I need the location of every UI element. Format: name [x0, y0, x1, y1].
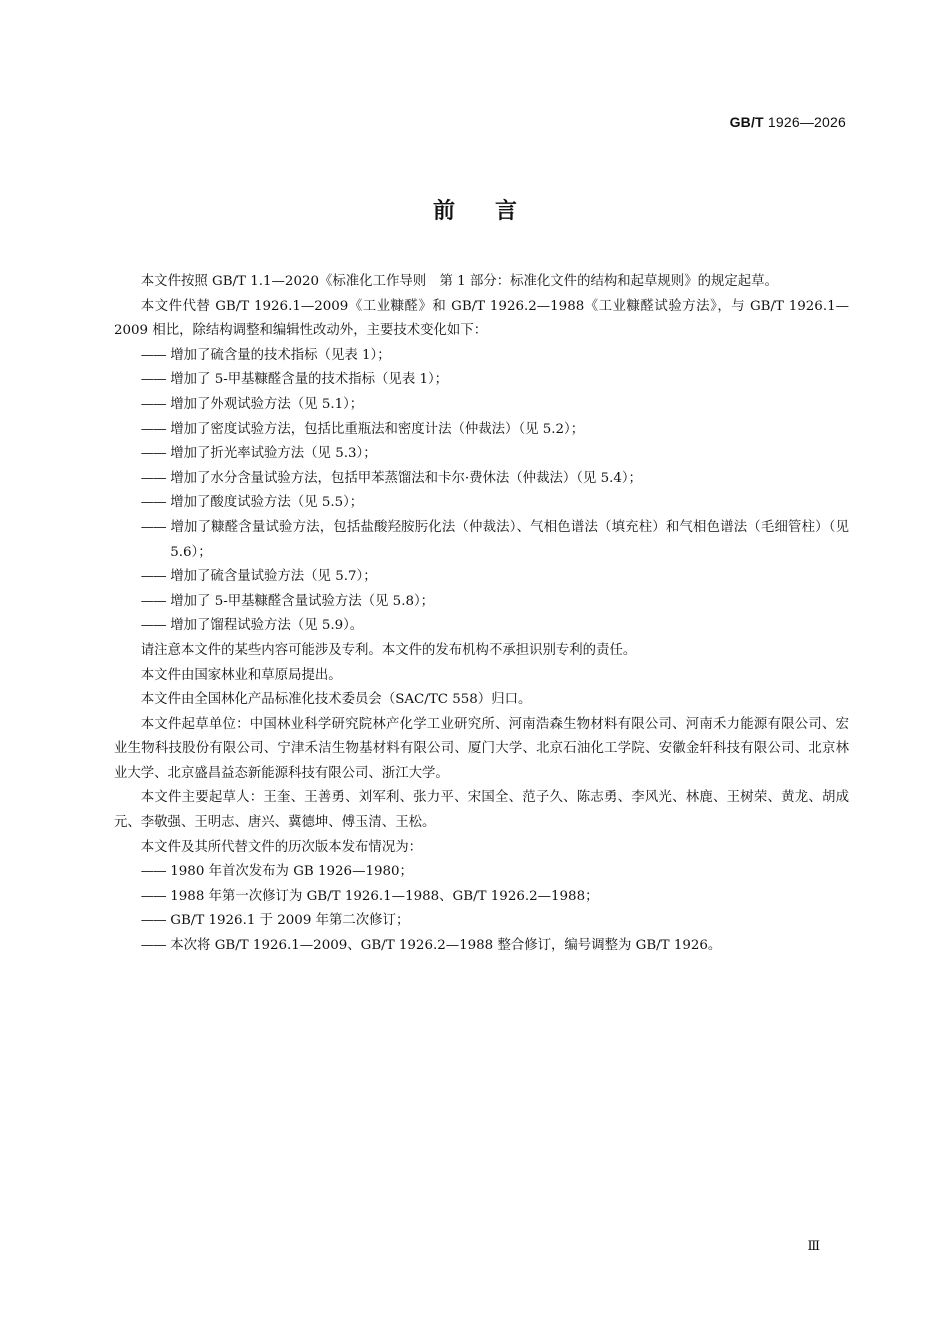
list-item — [141, 934, 849, 959]
page-title: 前言 — [432, 199, 557, 224]
foreword-body — [114, 270, 849, 959]
list-item — [141, 590, 849, 615]
list-item — [141, 368, 849, 393]
paragraph-drafting-units: 本文件起草单位：中国林业科学研究院林产化学工业研究所、河南浩森生物材料有限公司、河南禾力能源有限公司、宏业生物科技股份有限公司、宁津禾洁生物基材料有限公司、厦门大学、北京石油化工学院、安徽金轩科技有限公司、北京林业大学、北京盛昌益态新能源科技有限公司、浙江大学。 — [114, 716, 849, 781]
dash-marker: —— — [140, 618, 166, 634]
dash-marker: —— — [140, 864, 166, 880]
list-item — [141, 860, 849, 885]
dash-marker: —— — [140, 888, 166, 904]
list-item — [141, 467, 849, 492]
list-item — [141, 491, 849, 516]
list-item-text: 增加了馏程试验方法（见 5.9）。 — [170, 618, 364, 634]
dash-marker: —— — [140, 372, 166, 388]
list-item-text: 本次将 GB/T 1926.1—2009、GB/T 1926.2—1988 整合修订，编号调整为 GB/T 1926。 — [170, 938, 722, 954]
list-item — [141, 614, 849, 639]
paragraph-replacement: 本文件代替 GB/T 1926.1—2009《工业糠醛》和 GB/T 1926.2—1988《工业糠醛试验方法》，与 GB/T 1926.1—2009 相比，除结构调整和编辑性改动外，主要技术变化如下： — [114, 298, 849, 339]
dash-marker: —— — [140, 470, 166, 486]
list-item-text: 增加了 5-甲基糠醛含量试验方法（见 5.8）； — [170, 593, 435, 609]
list-item — [141, 418, 849, 443]
dash-marker: —— — [140, 593, 166, 609]
list-item-text: 增加了外观试验方法（见 5.1）； — [170, 396, 364, 412]
document-code-prefix: GB/T — [729, 114, 764, 130]
paragraph-drafting-rules: 本文件按照 GB/T 1.1—2020《标准化工作导则 第 1 部分：标准化文件的结构和起草规则》的规定起草。 — [140, 274, 778, 289]
page-number: Ⅲ — [807, 1238, 820, 1253]
paragraph-proposer: 本文件由国家林业和草原局提出。 — [140, 667, 342, 683]
dash-marker: —— — [140, 569, 166, 585]
list-item-text: 增加了硫含量试验方法（见 5.7）； — [170, 569, 377, 585]
list-item-text: 1988 年第一次修订为 GB/T 1926.1—1988、GB/T 1926.2—1988； — [170, 888, 599, 904]
document-code-number: 1926—2026 — [767, 114, 846, 130]
paragraph-drafters: 本文件主要起草人：王奎、王善勇、刘军利、张力平、宋国全、范子久、陈志勇、李风光、林鹿、王树荣、黄龙、胡成元、李敬强、王明志、唐兴、冀德坤、傅玉清、王松。 — [114, 790, 849, 831]
dash-marker: —— — [140, 446, 166, 462]
list-item — [141, 344, 849, 369]
dash-marker: —— — [140, 938, 166, 954]
list-item-text: 1980 年首次发布为 GB 1926—1980； — [170, 864, 413, 880]
paragraph-patent-notice: 请注意本文件的某些内容可能涉及专利。本文件的发布机构不承担识别专利的责任。 — [140, 642, 637, 658]
list-item-text: 增加了硫含量的技术指标（见表 1）； — [170, 347, 391, 363]
list-item — [141, 885, 849, 910]
dash-marker: —— — [140, 519, 166, 535]
paragraph-history-intro: 本文件及其所代替文件的历次版本发布情况为： — [140, 839, 422, 855]
dash-marker: —— — [140, 396, 166, 412]
dash-marker: —— — [140, 495, 166, 511]
list-item — [141, 516, 849, 565]
list-item-text: 增加了水分含量试验方法，包括甲苯蒸馏法和卡尔·费休法（仲裁法）（见 5.4）； — [170, 470, 642, 486]
list-item-text: 增加了 5-甲基糠醛含量的技术指标（见表 1）； — [170, 372, 449, 388]
dash-marker: —— — [140, 421, 166, 437]
list-item — [141, 909, 849, 934]
paragraph-technical-committee: 本文件由全国林化产品标准化技术委员会（SAC/TC 558）归口。 — [140, 692, 532, 708]
list-item-text: 增加了折光率试验方法（见 5.3）； — [170, 446, 377, 462]
list-item-text: 增加了糠醛含量试验方法，包括盐酸羟胺肟化法（仲裁法）、气相色谱法（填充柱）和气相色谱法（毛细管柱）（见 5.6）； — [170, 519, 849, 560]
list-item-text: 增加了酸度试验方法（见 5.5）； — [170, 495, 364, 511]
dash-marker: —— — [140, 347, 166, 363]
dash-marker: —— — [140, 913, 166, 929]
list-item — [141, 393, 849, 418]
list-item — [141, 442, 849, 467]
document-code — [730, 114, 846, 130]
list-item — [141, 565, 849, 590]
list-item-text: 增加了密度试验方法，包括比重瓶法和密度计法（仲裁法）（见 5.2）； — [170, 421, 585, 437]
list-item-text: GB/T 1926.1 于 2009 年第二次修订； — [170, 913, 410, 929]
